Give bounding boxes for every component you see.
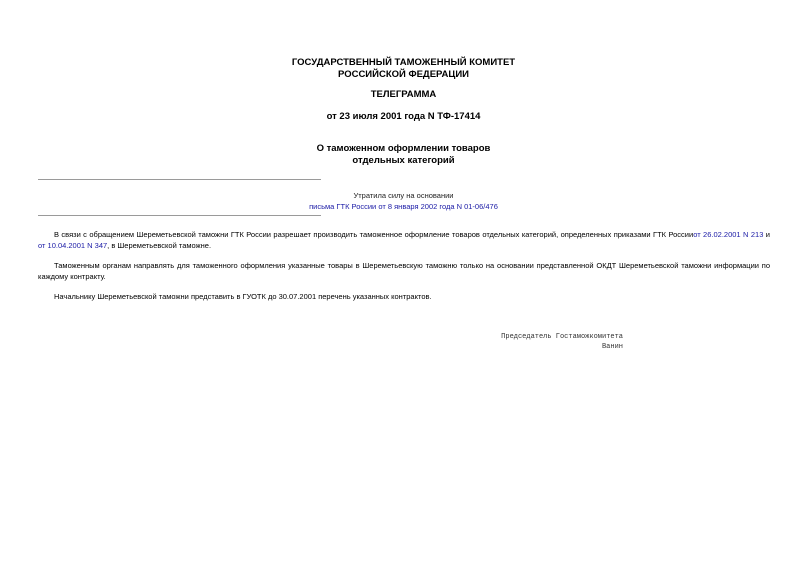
order-link-347[interactable]: от 10.04.2001 N 347 — [38, 241, 108, 250]
signature-title: Председатель Гостаможкомитета — [501, 333, 623, 341]
document-subject — [0, 143, 807, 167]
issuer-header — [0, 57, 807, 81]
document-type: ТЕЛЕГРАММА — [370, 89, 437, 100]
status-note-link[interactable]: письма ГТК России от 8 января 2002 года N 01-06/476 — [309, 202, 498, 211]
signature-name: Ванин — [601, 343, 623, 351]
p3-text: Начальнику Шереметьевской таможни представить в ГУОТК до 30.07.2001 перечень указанных контрактов. — [54, 292, 432, 301]
p1-and: и — [763, 230, 770, 239]
subject-line-2: отдельных категорий — [352, 155, 455, 166]
p2-text: Таможенным органам направлять для таможенного оформления указанные товары в Шереметьевскую таможню только на основании представленной ОКДТ Шереметьевской таможни информации по каждому контракту. — [38, 261, 770, 281]
status-note-text: Утратила силу на основании — [353, 191, 454, 200]
p1-text-b: , в Шереметьевской таможне. — [107, 241, 212, 250]
issuer-line-1: ГОСУДАРСТВЕННЫЙ ТАМОЖЕННЫЙ КОМИТЕТ — [291, 57, 516, 68]
divider-top — [38, 179, 321, 180]
issuer-line-2: РОССИЙСКОЙ ФЕДЕРАЦИИ — [337, 69, 469, 80]
subject-line-1: О таможенном оформлении товаров — [316, 143, 491, 154]
p1-text-a: В связи с обращением Шереметьевской таможни ГТК России разрешает производить таможенное оформление товаров отдельных категорий, определенных приказами ГТК России — [54, 230, 694, 239]
order-link-213[interactable]: от 26.02.2001 N 213 — [693, 230, 764, 239]
divider-bottom — [38, 215, 321, 216]
document-date-number: от 23 июля 2001 года N ТФ-17414 — [326, 111, 481, 122]
body-paragraph-3 — [38, 291, 770, 302]
body-paragraph-2 — [38, 260, 770, 282]
body-paragraph-1 — [38, 229, 770, 251]
